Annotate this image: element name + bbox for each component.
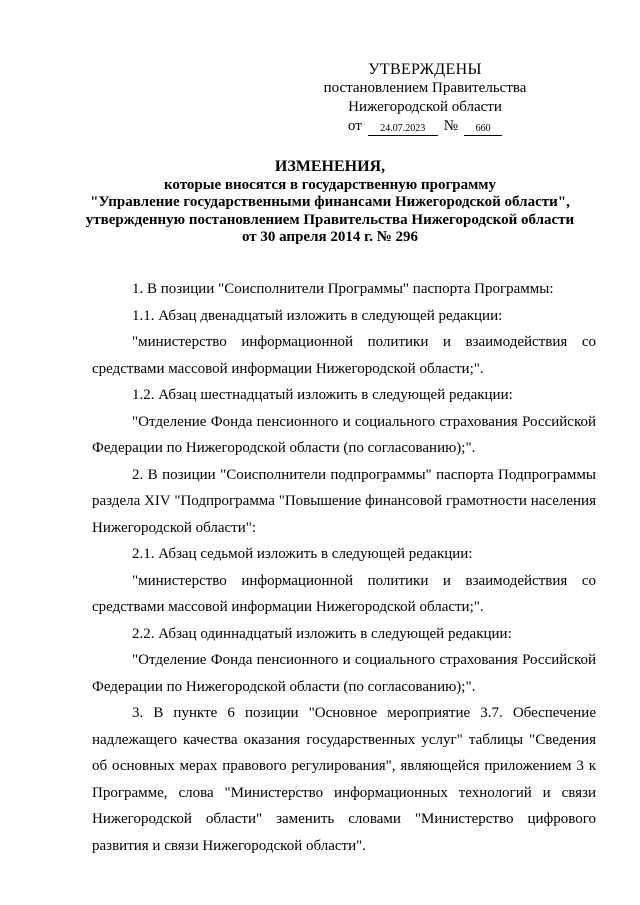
paragraph-3: 3. В пункте 6 позиции "Основное мероприятие 3.7. Обеспечение надлежащего качества оказания государственных услуг" таблицы "Сведения об основных мерах правового регулирования", являющейся приложением 3 к Программе, слова "Министерство информационных технологий и связи Нижегородской области" заменить словами "Министерство цифрового развития и связи Нижегородской области". <box>92 705 596 854</box>
approval-line-2: Нижегородской области <box>348 99 502 115</box>
approval-date-line <box>300 117 550 136</box>
approval-number: 660 <box>464 123 502 136</box>
approval-line-1: постановлением Правительства <box>323 80 527 96</box>
paragraph-1-2-text: "Отделение Фонда пенсионного и социального страхования Российской Федерации по Нижегородской области (по согласованию);". <box>92 413 596 456</box>
paragraph-1-1: 1.1. Абзац двенадцатый изложить в следующей редакции: <box>132 307 503 324</box>
paragraph-2-2: 2.2. Абзац одиннадцатый изложить в следующей редакции: <box>132 625 512 642</box>
approval-date: 24.07.2023 <box>368 123 438 136</box>
heading-title: ИЗМЕНЕНИЯ, <box>274 158 386 175</box>
document-heading <box>60 158 600 247</box>
heading-line-2: "Управление государственными финансами Нижегородской области", <box>90 194 570 210</box>
paragraph-2-2-text: "Отделение Фонда пенсионного и социального страхования Российской Федерации по Нижегородской области (по согласованию);". <box>92 652 596 695</box>
approval-title: УТВЕРЖДЕНЫ <box>368 61 482 78</box>
paragraph-1-2: 1.2. Абзац шестнадцатый изложить в следующей редакции: <box>132 387 513 403</box>
paragraph-1: 1. В позиции "Соисполнители Программы" паспорта Программы: <box>132 281 554 297</box>
heading-line-4: от 30 апреля 2014 г. № 296 <box>241 229 419 245</box>
paragraph-2-1-text: "министерство информационной политики и взаимодействия со средствами массовой информации Нижегородской области;". <box>92 572 596 615</box>
heading-line-3: утвержденную постановлением Правительства Нижегородской области <box>85 211 575 228</box>
paragraph-1-1-text: "министерство информационной политики и взаимодействия со средствами массовой информации Нижегородской области;". <box>92 334 596 377</box>
paragraph-2: 2. В позиции "Соисполнители подпрограммы" паспорта Подпрограммы раздела XIV "Подпрограмма "Повышение финансовой грамотности населения Нижегородской области": <box>92 466 596 536</box>
approval-stamp <box>300 60 550 136</box>
paragraph-2-1: 2.1. Абзац седьмой изложить в следующей редакции: <box>132 546 473 562</box>
number-sign: № <box>443 118 459 134</box>
from-label: от <box>347 118 362 134</box>
document-body <box>92 276 596 859</box>
heading-line-1: которые вносятся в государственную программу <box>163 176 497 193</box>
